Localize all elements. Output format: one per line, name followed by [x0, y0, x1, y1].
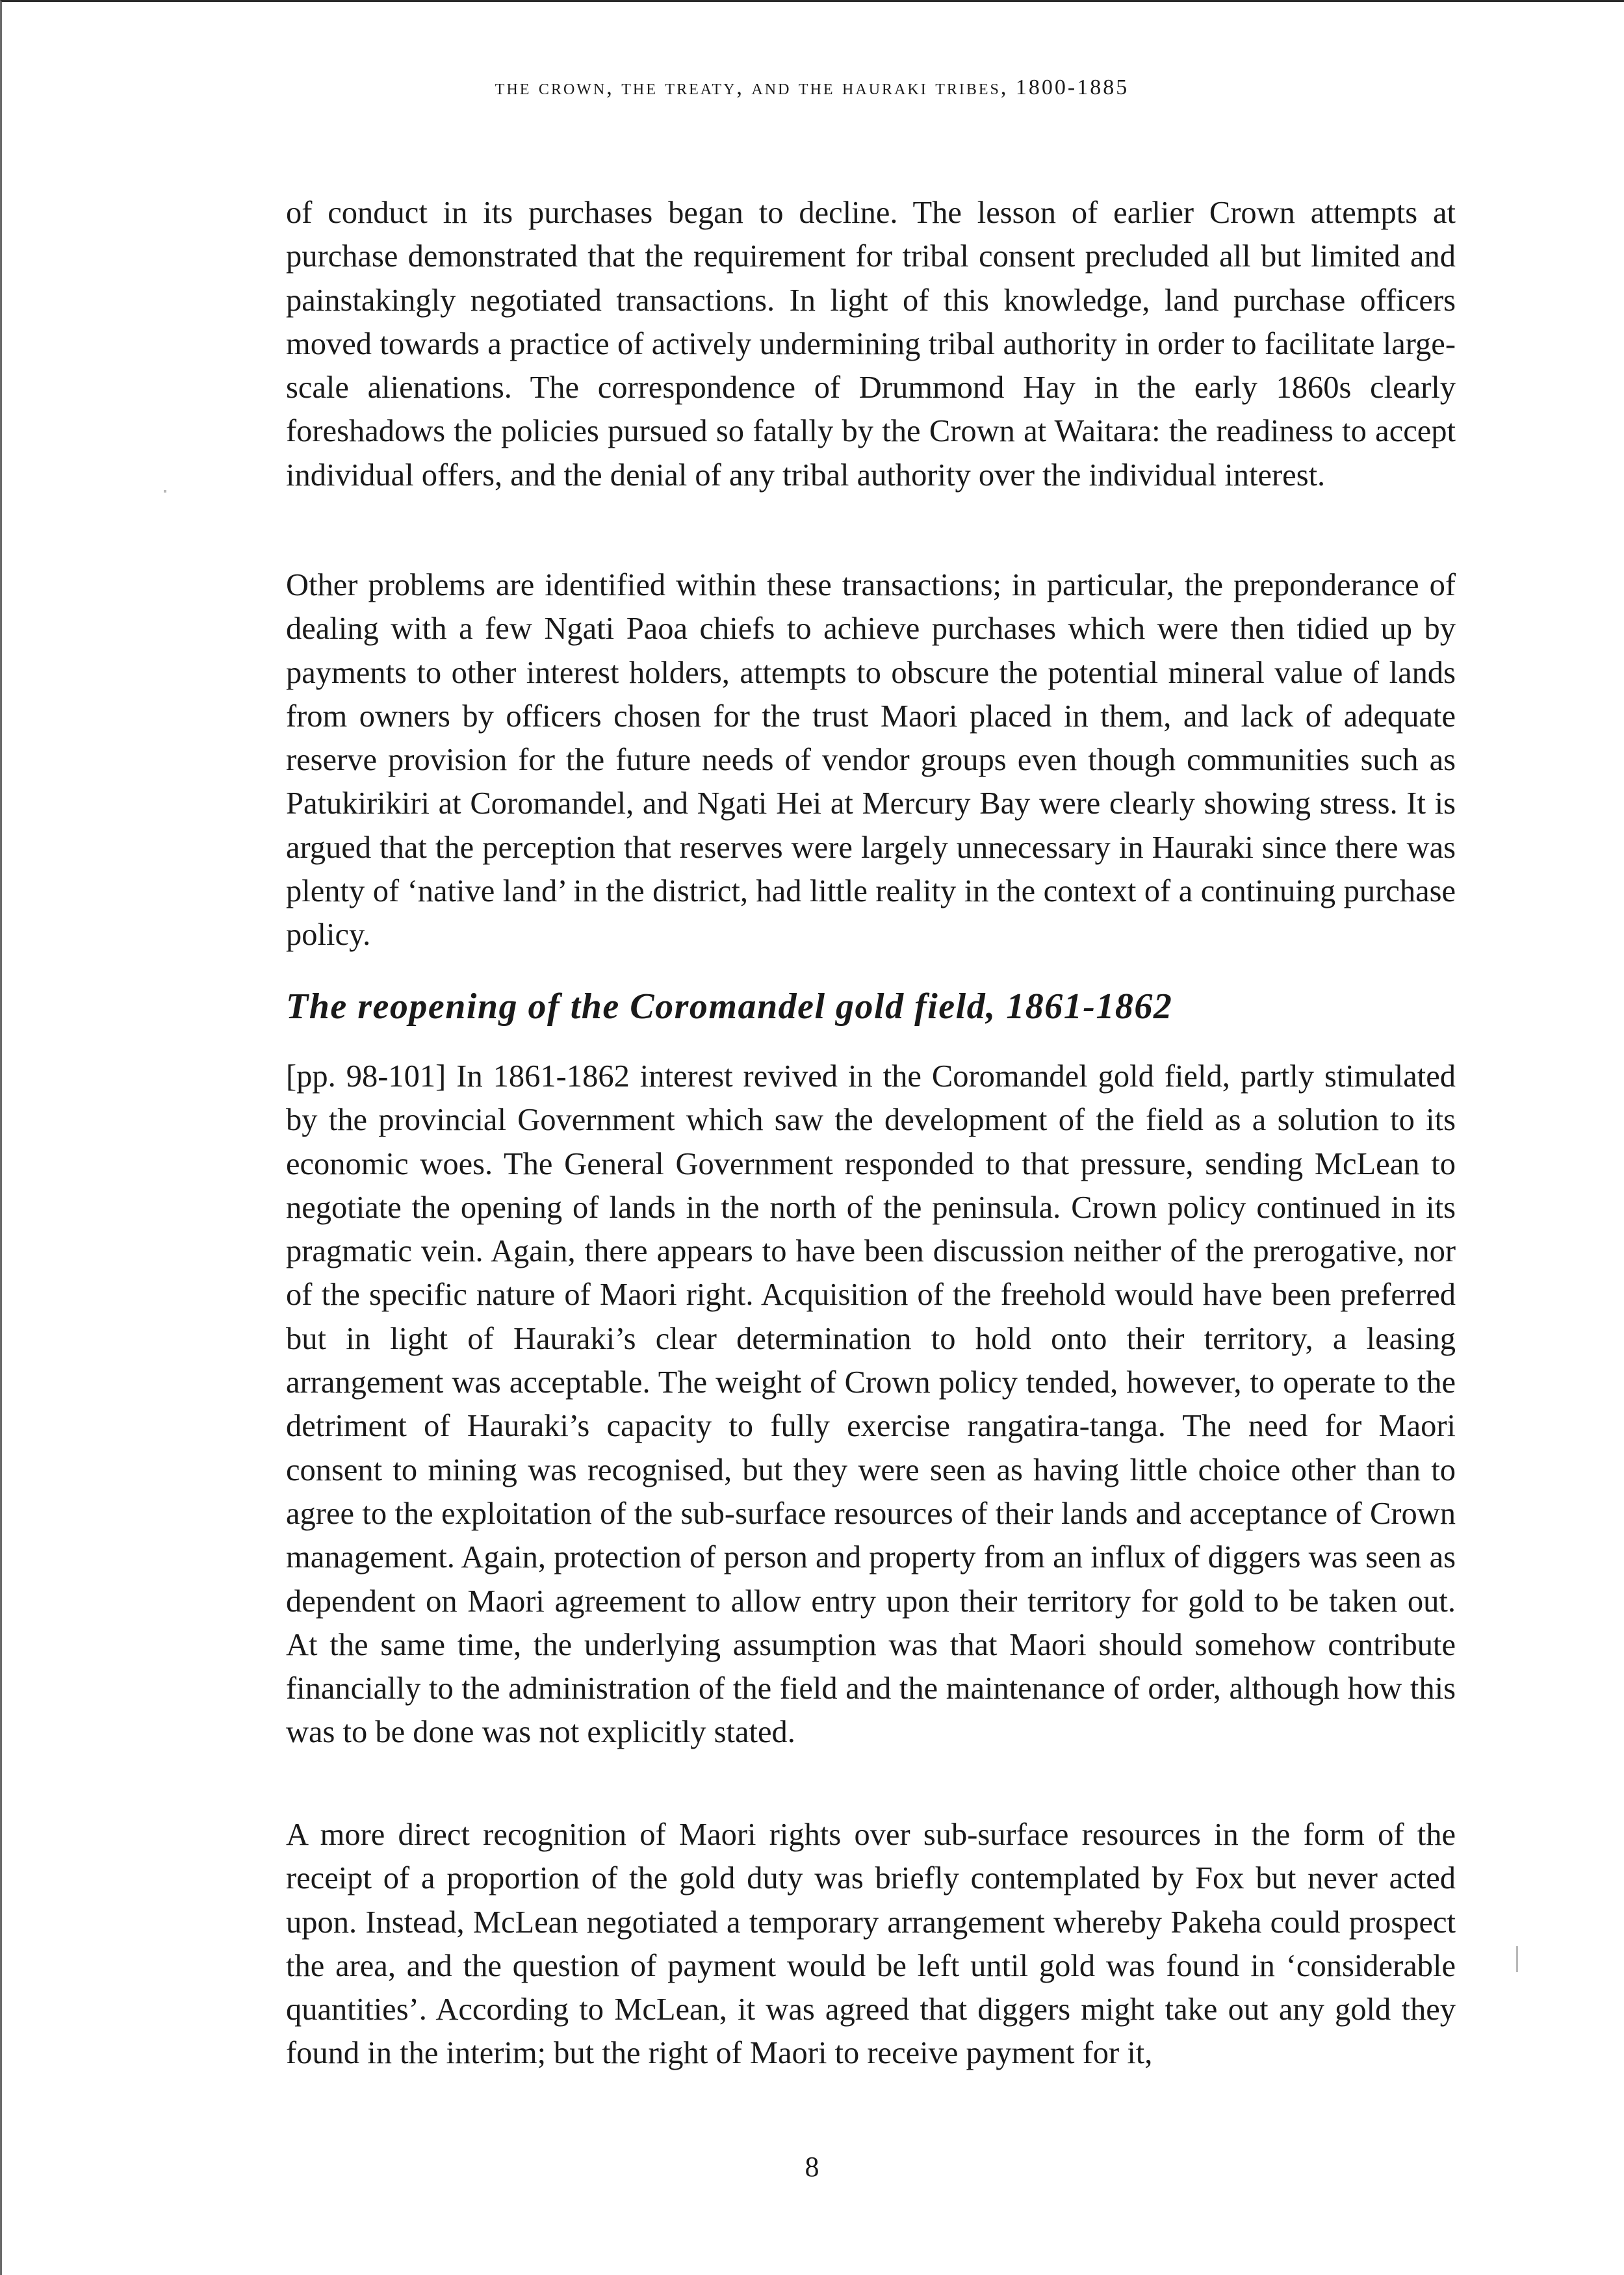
- paragraph-3: [286, 1055, 1456, 1754]
- paragraph-text: A more direct recognition of Maori rights over sub-surface resources in the form of the receipt of a proportion of the gold duty was briefly contemplated by Fox but never acted upon. Instead, McLean negotiated a temporary arrangement whereby Pakeha could prospect the area, and the question of payment would be left until gold was found in ‘considerable quantities’. According to McLean, it was agreed that diggers might take out any gold they found in the interim; but the right of Maori to receive payment for it,: [286, 1818, 1456, 2071]
- paragraph-4: [286, 1813, 1456, 2076]
- running-head: the crown, the treaty, and the hauraki tribes, 1800-1885: [495, 75, 1129, 99]
- paragraph-2: [286, 563, 1456, 957]
- paragraph-text: Other problems are identified within these transactions; in particular, the preponderance of dealing with a few Ngati Paoa chiefs to achieve purchases which were then tidied up by payments to other interest holders, attempts to obscure the potential mineral value of lands from owners by officers chosen for the trust Maori placed in them, and lack of adequate reserve provision for the future needs of vendor groups even though communities such as Patukirikiri at Coromandel, and Ngati Hei at Mercury Bay were clearly showing stress. It is argued that the perception that reserves were largely unnecessary in Hauraki since there was plenty of ‘native land’ in the district, had little reality in the context of a continuing purchase policy.: [286, 568, 1456, 953]
- paragraph-text: [pp. 98-101] In 1861-1862 interest revived in the Coromandel gold field, partly stimulated by the provincial Government which saw the development of the field as a solution to its economic woes. The General Government responded to that pressure, sending McLean to negotiate the opening of lands in the north of the peninsula. Crown policy continued in its pragmatic vein. Again, there appears to have been discussion neither of the prerogative, nor of the specific nature of Maori right. Acquisition of the freehold would have been preferred but in light of Hauraki’s clear determination to hold onto their territory, a leasing arrangement was acceptable. The weight of Crown policy tended, however, to operate to the detriment of Hauraki’s capacity to fully exercise rangatira-tanga. The need for Maori consent to mining was recognised, but they were seen as having little choice other than to agree to the exploitation of the sub-surface resources of their lands and acceptance of Crown management. Again, protection of person and property from an influx of diggers was seen as dependent on Maori agreement to allow entry upon their territory for gold to be taken out. At the same time, the underlying assumption was that Maori should somehow contribute financially to the administration of the field and the maintenance of order, although how this was to be done was not explicitly stated.: [286, 1059, 1456, 1750]
- scan-speck: [1516, 1946, 1518, 1972]
- section-heading: The reopening of the Coromandel gold field, 1861-1862: [286, 986, 1173, 1027]
- page-number: 8: [805, 2151, 819, 2183]
- scan-speck: [164, 490, 166, 493]
- paragraph-text: of conduct in its purchases began to decline. The lesson of earlier Crown attempts at purchase demonstrated that the requirement for tribal consent precluded all but limited and painstakingly negotiated transactions. In light of this knowledge, land purchase officers moved towards a practice of actively undermining tribal authority in order to facilitate large-scale alienations. The correspondence of Drummond Hay in the early 1860s clearly foreshadows the policies pursued so fatally by the Crown at Waitara: the readiness to accept individual offers, and the denial of any tribal authority over the individual interest.: [286, 196, 1456, 493]
- paragraph-1: [286, 191, 1456, 497]
